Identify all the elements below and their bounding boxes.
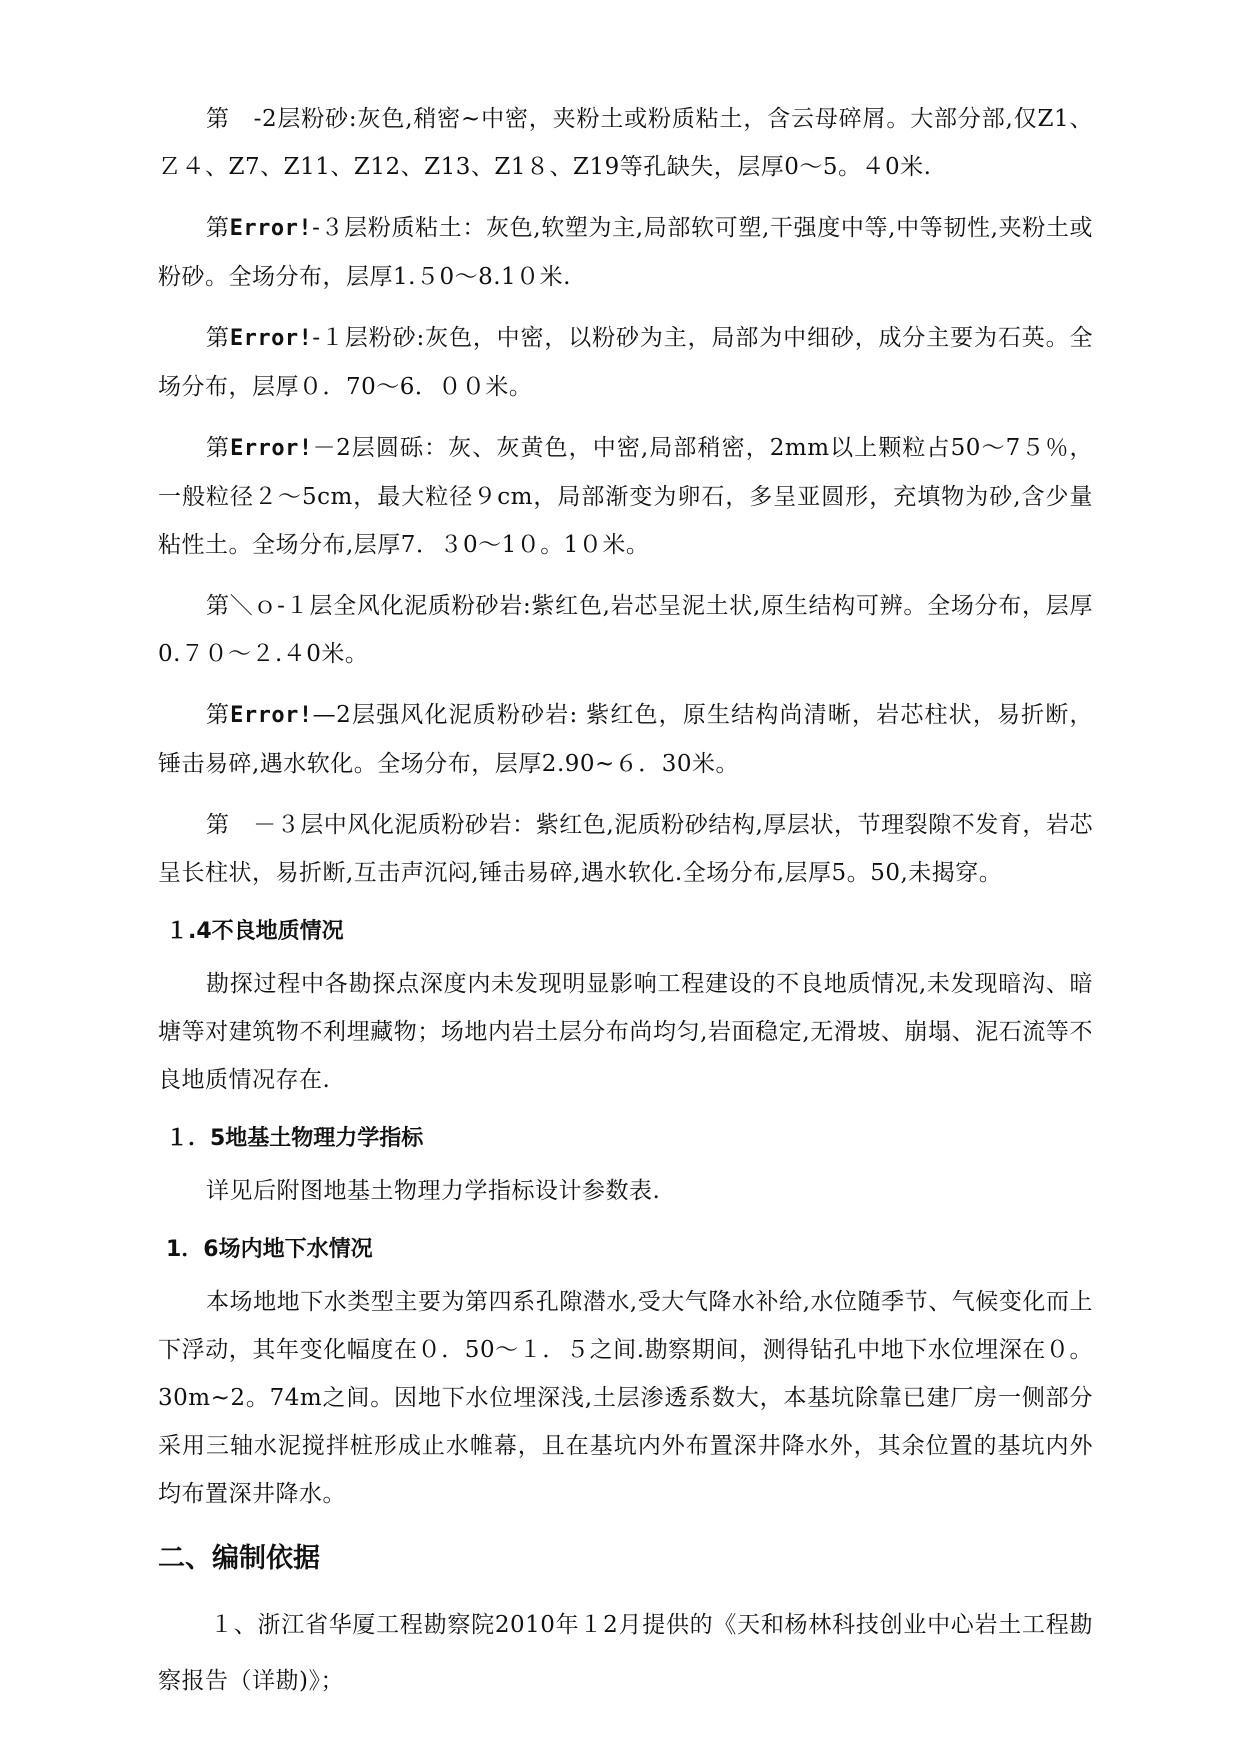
stratum-paragraph-1 xyxy=(158,95,1093,191)
stratum-text: -３层粉质粘土：灰色,软塑为主,局部软可塑,干强度中等,中等韧性,夹粉土或粉砂。全场分布，层厚1.５0～8.1０米. xyxy=(158,215,1093,290)
stratum-paragraph-7 xyxy=(158,801,1093,897)
stratum-text: －2层圆砾：灰、灰黄色，中密,局部稍密，2mm以上颗粒占50～7５％，一般粒径２～5cm，最大粒径９cm，局部渐变为卵石，多呈亚圆形，充填物为砂,含少量粘性土。全场分布,层厚7．３0～1０。1０米。 xyxy=(158,435,1093,558)
section-heading-1-5: １．5地基土物理力学指标 xyxy=(166,1126,424,1151)
stratum-paragraph-4 xyxy=(158,424,1093,569)
section-body-1-5: 详见后附图地基土物理力学指标设计参数表. xyxy=(206,1178,661,1204)
section-body-1-4: 勘探过程中各勘探点深度内未发现明显影响工程建设的不良地质情况,未发现暗沟、暗塘等对建筑物不利埋藏物；场地内岩土层分布尚均匀,岩面稳定,无滑坡、崩塌、泥石流等不良地质情况存在. xyxy=(158,971,1093,1093)
field-error-text: Error! xyxy=(230,703,313,728)
basis-item-1: １、浙江省华厦工程勘察院2010年１2月提供的《天和杨林科技创业中心岩土工程勘察报告（详勘)》； xyxy=(158,1612,1093,1694)
stratum-text: 第 －３层中风化泥质粉砂岩：紫红色,泥质粉砂结构,厚层状，节理裂隙不发育，岩芯呈长柱状，易折断,互击声沉闷,锤击易碎,遇水软化.全场分布,层厚5。50,未揭穿。 xyxy=(158,812,1093,886)
stratum-paragraph-3 xyxy=(158,314,1093,411)
field-error-text: Error! xyxy=(229,326,313,351)
chapter-heading-2: 二、编制依据 xyxy=(158,1543,320,1574)
document-content xyxy=(158,95,1093,1709)
stratum-text: -１层粉砂:灰色，中密，以粉砂为主，局部为中细砂，成分主要为石英。全场分布，层厚０．70～6．００米。 xyxy=(158,325,1093,400)
stratum-text: —2层强风化泥质粉砂岩: 紫红色，原生结构尚清晰，岩芯柱状，易折断，锤击易碎,遇水软化。全场分布，层厚2.90~６．30米。 xyxy=(158,702,1093,777)
stratum-paragraph-6 xyxy=(158,691,1093,788)
section-heading-1-4: １.4不良地质情况 xyxy=(166,919,344,944)
stratum-text: 第＼ｏ-１层全风化泥质粉砂岩:紫红色,岩芯呈泥土状,原生结构可辨。全场分布，层厚0.７０～２.４0米。 xyxy=(158,593,1093,667)
stratum-prefix: 第 xyxy=(206,325,230,351)
stratum-prefix: 第 xyxy=(206,702,231,728)
field-error-text: Error! xyxy=(230,436,313,461)
field-error-text: Error! xyxy=(229,216,313,241)
section-body-1-6: 本场地地下水类型主要为第四系孔隙潜水,受大气降水补给,水位随季节、气候变化而上下浮动，其年变化幅度在０．50～１．５之间.勘察期间，测得钻孔中地下水位埋深在０。30m~2。74m之间。因地下水位埋深浅,土层渗透系数大，本基坑除靠已建厂房一侧部分采用三轴水泥搅拌桩形成止水帷幕，且在基坑内外布置深井降水外，其余位置的基坑内外均布置深井降水。 xyxy=(158,1289,1093,1507)
section-heading-1-6: 1．6场内地下水情况 xyxy=(166,1237,373,1262)
stratum-paragraph-2 xyxy=(158,204,1093,301)
stratum-paragraph-5 xyxy=(158,582,1093,678)
stratum-text: 第 -2层粉砂:灰色,稍密~中密，夹粉土或粉质粘土，含云母碎屑。大部分部,仅Z1、Ｚ４、Z7、Z11、Z12、Z13、Z1８、Z19等孔缺失，层厚0～5。４0米. xyxy=(158,106,1093,180)
stratum-prefix: 第 xyxy=(206,215,230,241)
stratum-prefix: 第 xyxy=(206,435,231,461)
